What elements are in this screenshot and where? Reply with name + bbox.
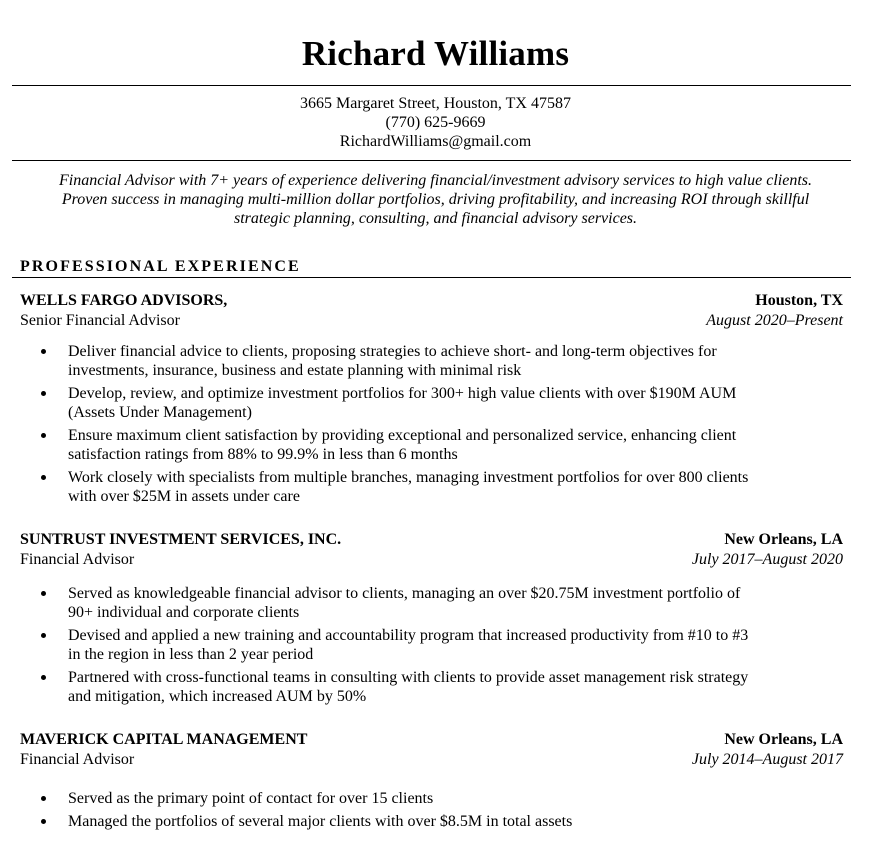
summary-line: Proven success in managing multi-million dollar portfolios, driving profitability, and increasing ROI through skillful xyxy=(61,191,810,208)
list-item: Develop, review, and optimize investment portfolios for 300+ high value clients with over $190M AUM (Assets Under Management) xyxy=(20,384,800,422)
section-title-experience: PROFESSIONAL EXPERIENCE xyxy=(20,258,301,275)
list-item: Ensure maximum client satisfaction by providing exceptional and personalized service, enhancing client satisfaction ratings from 88% to 99.9% in less than 6 months xyxy=(20,426,800,464)
list-item: Deliver financial advice to clients, proposing strategies to achieve short- and long-term objectives for investments, insurance, business and estate planning with minimal risk xyxy=(20,342,800,380)
list-item: Served as the primary point of contact for over 15 clients xyxy=(20,789,800,808)
job-bullets xyxy=(20,584,800,710)
job-role: Senior Financial Advisor xyxy=(20,311,180,329)
job-location: Houston, TX xyxy=(755,292,843,309)
job-entry xyxy=(20,291,843,330)
bullet-dot-icon xyxy=(41,796,46,801)
professional-summary xyxy=(14,171,857,228)
candidate-name: Richard Williams xyxy=(301,34,570,73)
bullet-dot-icon xyxy=(41,391,46,396)
list-item: Managed the portfolios of several major clients with over $8.5M in total assets xyxy=(20,812,800,831)
list-item: Devised and applied a new training and accountability program that increased productivity from #10 to #3 in the region in less than 2 year period xyxy=(20,626,800,664)
job-entry xyxy=(20,730,843,769)
bullet-dot-icon xyxy=(41,591,46,596)
bullet-dot-icon xyxy=(41,433,46,438)
job-role: Financial Advisor xyxy=(20,750,135,768)
job-dates: July 2017–August 2020 xyxy=(691,550,843,568)
bullet-dot-icon xyxy=(41,633,46,638)
section-divider xyxy=(12,277,851,278)
job-dates: August 2020–Present xyxy=(706,311,843,329)
job-company: SUNTRUST INVESTMENT SERVICES, INC. xyxy=(20,531,342,548)
bullet-dot-icon xyxy=(41,819,46,824)
job-bullets xyxy=(20,342,800,510)
bullet-dot-icon xyxy=(41,349,46,354)
job-role: Financial Advisor xyxy=(20,550,135,568)
job-bullets xyxy=(20,789,800,835)
contact-phone: (770) 625-9669 xyxy=(385,114,486,131)
header-divider-top xyxy=(12,85,851,86)
list-item: Served as knowledgeable financial advisor to clients, managing an over $20.75M investment portfolio of 90+ individual and corporate clients xyxy=(20,584,800,622)
summary-line: strategic planning, consulting, and financial advisory services. xyxy=(233,210,638,227)
summary-line: Financial Advisor with 7+ years of experience delivering financial/investment advisory services to high value clients. xyxy=(59,172,812,189)
job-company: MAVERICK CAPITAL MANAGEMENT xyxy=(20,731,308,748)
list-item: Work closely with specialists from multiple branches, managing investment portfolios for over 800 clients with over $25M in assets under care xyxy=(20,468,800,506)
job-entry xyxy=(20,530,843,569)
contact-email: RichardWilliams@gmail.com xyxy=(339,133,532,150)
list-item: Partnered with cross-functional teams in consulting with clients to provide asset management risk strategy and mitigation, which increased AUM by 50% xyxy=(20,668,800,706)
job-company: WELLS FARGO ADVISORS, xyxy=(20,292,228,309)
contact-block xyxy=(0,94,871,151)
job-dates: July 2014–August 2017 xyxy=(691,750,843,768)
job-location: New Orleans, LA xyxy=(724,531,843,548)
bullet-dot-icon xyxy=(41,475,46,480)
contact-address: 3665 Margaret Street, Houston, TX 47587 xyxy=(300,95,571,112)
job-location: New Orleans, LA xyxy=(724,731,843,748)
bullet-dot-icon xyxy=(41,675,46,680)
header-divider-bottom xyxy=(12,160,851,161)
